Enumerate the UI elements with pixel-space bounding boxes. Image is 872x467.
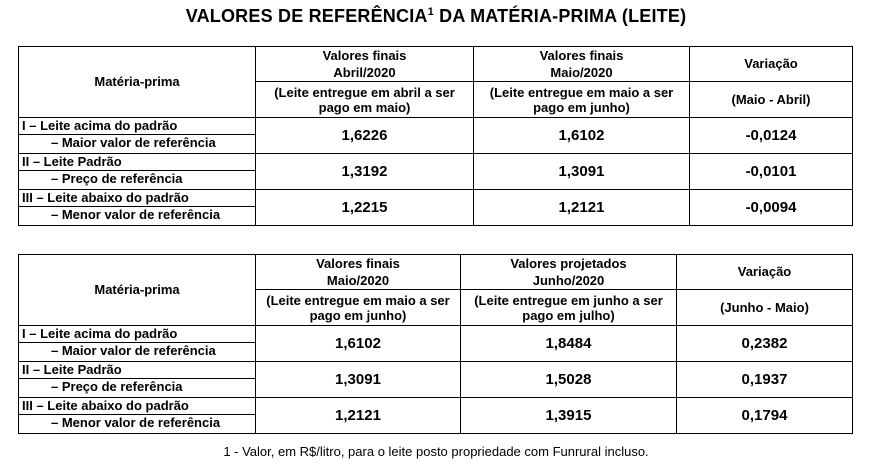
row-variation: 0,1794 xyxy=(677,398,853,434)
header-col1-line2: Abril/2020 xyxy=(256,65,474,82)
row-category-label: III – Leite abaixo do padrão xyxy=(22,190,189,205)
table-row xyxy=(19,118,853,154)
table-row xyxy=(19,362,853,398)
header-col3-line1: Variação xyxy=(690,47,853,82)
row-value-1: 1,6102 xyxy=(256,326,461,362)
table-row xyxy=(19,190,853,226)
header-col3-note: (Maio - Abril) xyxy=(690,82,853,118)
header-col3-line1: Variação xyxy=(677,255,853,290)
header-materia-prima: Matéria-prima xyxy=(19,47,256,118)
row-value-1: 1,3091 xyxy=(256,362,461,398)
row-variation: -0,0124 xyxy=(690,118,853,154)
header-col1-line1: Valores finais xyxy=(256,47,474,65)
row-value-2: 1,3915 xyxy=(461,398,677,434)
row-category-label: II – Leite Padrão xyxy=(22,362,122,377)
row-variation: 0,2382 xyxy=(677,326,853,362)
row-category-sub: – Preço de referência xyxy=(19,378,255,395)
row-category xyxy=(19,326,256,362)
header-col3-note: (Junho - Maio) xyxy=(677,290,853,326)
row-category-label: I – Leite acima do padrão xyxy=(22,326,178,341)
row-variation: 0,1937 xyxy=(677,362,853,398)
title-suffix: DA MATÉRIA-PRIMA (LEITE) xyxy=(433,6,687,26)
row-value-1: 1,6226 xyxy=(256,118,474,154)
footnote: 1 - Valor, em R$/litro, para o leite posto propriedade com Funrural incluso. xyxy=(223,444,649,459)
header-col2-line1: Valores finais xyxy=(474,47,690,65)
reference-table-april-may xyxy=(18,46,853,226)
header-materia-prima: Matéria-prima xyxy=(19,255,256,326)
row-category xyxy=(19,190,256,226)
page-title xyxy=(0,6,872,27)
row-category-label: I – Leite acima do padrão xyxy=(22,118,178,133)
row-value-1: 1,3192 xyxy=(256,154,474,190)
row-value-2: 1,3091 xyxy=(474,154,690,190)
row-category-label: II – Leite Padrão xyxy=(22,154,122,169)
row-category xyxy=(19,398,256,434)
row-category-sub: – Preço de referência xyxy=(19,170,255,187)
header-col1-note: (Leite entregue em abril a ser pago em maio) xyxy=(256,82,474,118)
header-col1-line1: Valores finais xyxy=(256,255,461,273)
row-value-2: 1,6102 xyxy=(474,118,690,154)
row-category-sub: – Menor valor de referência xyxy=(19,414,255,431)
title-main: VALORES DE REFERÊNCIA xyxy=(185,6,428,26)
header-col2-note: (Leite entregue em maio a ser pago em junho) xyxy=(474,82,690,118)
row-category xyxy=(19,118,256,154)
row-category-sub: – Maior valor de referência xyxy=(19,134,255,151)
header-col2-line2: Junho/2020 xyxy=(461,273,677,290)
header-col2-line1: Valores projetados xyxy=(461,255,677,273)
row-value-2: 1,5028 xyxy=(461,362,677,398)
row-value-1: 1,2121 xyxy=(256,398,461,434)
table-row xyxy=(19,398,853,434)
header-col1-line2: Maio/2020 xyxy=(256,273,461,290)
row-value-1: 1,2215 xyxy=(256,190,474,226)
title-footnote-marker: 1 xyxy=(427,6,434,18)
header-col1-note: (Leite entregue em maio a ser pago em junho) xyxy=(256,290,461,326)
row-variation: -0,0101 xyxy=(690,154,853,190)
reference-table-may-june xyxy=(18,254,853,434)
row-category-label: III – Leite abaixo do padrão xyxy=(22,398,189,413)
table-row xyxy=(19,326,853,362)
row-category xyxy=(19,362,256,398)
row-category-sub: – Menor valor de referência xyxy=(19,206,255,223)
row-category xyxy=(19,154,256,190)
header-col2-note: (Leite entregue em junho a ser pago em julho) xyxy=(461,290,677,326)
header-col2-line2: Maio/2020 xyxy=(474,65,690,82)
row-value-2: 1,8484 xyxy=(461,326,677,362)
table-row xyxy=(19,154,853,190)
row-value-2: 1,2121 xyxy=(474,190,690,226)
row-variation: -0,0094 xyxy=(690,190,853,226)
row-category-sub: – Maior valor de referência xyxy=(19,342,255,359)
